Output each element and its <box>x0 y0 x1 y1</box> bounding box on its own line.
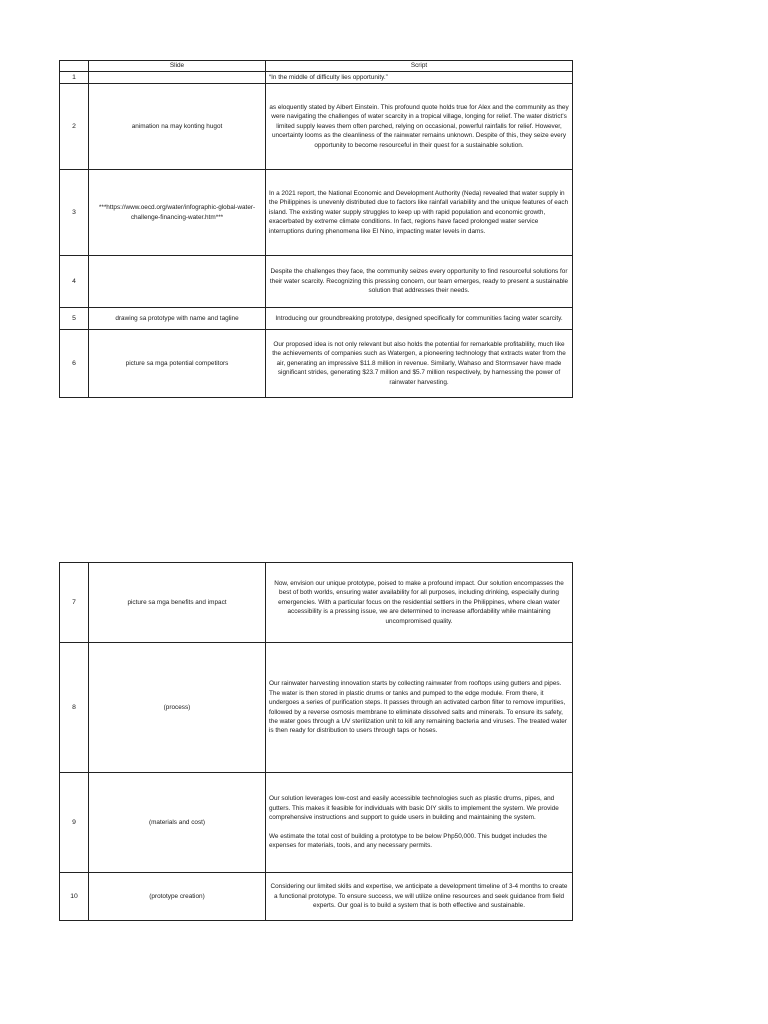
slide-description: (process) <box>89 643 266 773</box>
header-script: Script <box>266 61 573 72</box>
table-row <box>60 84 573 170</box>
slide-description: ***https://www.oecd.org/water/infographic-global-water-challenge-financing-water.htm*** <box>89 170 266 256</box>
slide-number: 6 <box>60 330 89 398</box>
slide-description <box>89 256 266 308</box>
script-paragraph: Introducing our groundbreaking prototype, designed specifically for communities facing water scarcity. <box>275 314 563 322</box>
slide-number: 3 <box>60 170 89 256</box>
script-text <box>266 84 573 170</box>
slide-description: (prototype creation) <box>89 873 266 921</box>
slide-number: 1 <box>60 72 89 84</box>
table-row <box>60 773 573 873</box>
slide-description: picture sa mga benefits and impact <box>89 563 266 643</box>
table-header-row <box>60 61 573 72</box>
slide-description: animation na may konting hugot <box>89 84 266 170</box>
script-paragraph: “In the middle of difficulty lies opportunity.” <box>269 73 388 81</box>
header-slide: Slide <box>89 61 266 72</box>
table-row <box>60 330 573 398</box>
script-paragraph: Now, envision our unique prototype, poised to make a profound impact. Our solution encompasses the best of both worlds, ensuring water availability for all purposes, including drinking, especially during emergencies. With a particular focus on the residential settlers in the Philippines, where clean water accessibility is a pressing issue, we are determined to increase affordability while maintaining uncompromised quality. <box>274 579 564 625</box>
table-row <box>60 308 573 330</box>
script-text <box>266 873 573 921</box>
slide-number: 7 <box>60 563 89 643</box>
script-text <box>266 308 573 330</box>
table-row <box>60 643 573 773</box>
script-paragraph: In a 2021 report, the National Economic and Development Authority (Neda) revealed that water supply in the Philippines is unevenly distributed due to factors like rainfall variability and the unique features of each island. The existing water supply struggles to keep up with rapid population and economic growth, exacerbated by extreme climate conditions. In fact, regions have faced prolonged water service interruptions during phenomena like El Nino, impacting water levels in dams. <box>269 189 569 235</box>
table-row <box>60 170 573 256</box>
script-text <box>266 170 573 256</box>
header-num <box>60 61 89 72</box>
table-row <box>60 563 573 643</box>
slide-description: drawing sa prototype with name and tagline <box>89 308 266 330</box>
slide-number: 8 <box>60 643 89 773</box>
script-text <box>266 256 573 308</box>
script-paragraph: Considering our limited skills and expertise, we anticipate a development timeline of 3-4 months to create a functional prototype. To ensure success, we will utilize online resources and seek guidance from field experts. Our goal is to build a system that is both effective and sustainable. <box>270 883 568 910</box>
script-text <box>266 643 573 773</box>
slide-number: 4 <box>60 256 89 308</box>
script-table-2 <box>59 562 573 921</box>
slide-description <box>89 72 266 84</box>
script-paragraph: Our solution leverages low-cost and easily accessible technologies such as plastic drums, pipes, and gutters. This makes it feasible for individuals with basic DIY skills to implement the system. We provide comprehensive instructions and support to guide users in building and maintaining the system. <box>269 795 559 822</box>
slide-number: 2 <box>60 84 89 170</box>
script-text <box>266 330 573 398</box>
script-paragraph: We estimate the total cost of building a prototype to be below Php50,000. This budget includes the expenses for materials, tools, and any necessary permits. <box>269 832 547 850</box>
script-paragraph: Despite the challenges they face, the community seizes every opportunity to find resourceful solutions for their water scarcity. Recognizing this pressing concern, our team emerges, ready to present a sustainable solution that addresses their needs. <box>269 268 569 295</box>
slide-number: 9 <box>60 773 89 873</box>
slide-number: 10 <box>60 873 89 921</box>
script-paragraph: Our proposed idea is not only relevant but also holds the potential for remarkable profitability, much like the achievements of companies such as Watergen, a pioneering technology that extracts water from the air, generating an impressive $11.8 million in revenue. Similarly, Wahaso and Stormsaver have made significant strides, generating $23.7 million and $5.7 million respectively, by harnessing the power of rainwater harvesting. <box>272 340 566 386</box>
table-row <box>60 72 573 84</box>
script-paragraph: as eloquently stated by Albert Einstein. This profound quote holds true for Alex and the community as they were navigating the challenges of water scarcity in a tropical village, longing for relief. The water district's limited supply leaves them often parched, relying on occasional, powerful rainfalls for relief. However, uncertainty looms as the cleanliness of the rainwater remains unknown. Despite of this, they seize every opportunity to become resourceful in their quest for a sustainable solution. <box>269 103 569 149</box>
script-paragraph: Our rainwater harvesting innovation starts by collecting rainwater from rooftops using gutters and pipes. The water is then stored in plastic drums or tanks and pumped to the edge module. From there, it undergoes a series of purification steps. It passes through an activated carbon filter to remove impurities, followed by a reverse osmosis membrane to eliminate dissolved salts and minerals. To ensure its safety, the water goes through a UV sterilization unit to kill any remaining bacteria and viruses. The treated water is then ready for distribution to users through taps or hoses. <box>269 680 567 735</box>
slide-number: 5 <box>60 308 89 330</box>
slide-description: (materials and cost) <box>89 773 266 873</box>
script-text <box>266 72 573 84</box>
slide-description: picture sa mga potential competitors <box>89 330 266 398</box>
script-text <box>266 773 573 873</box>
script-table-1 <box>59 60 573 398</box>
table-row <box>60 256 573 308</box>
table-row <box>60 873 573 921</box>
script-text <box>266 563 573 643</box>
